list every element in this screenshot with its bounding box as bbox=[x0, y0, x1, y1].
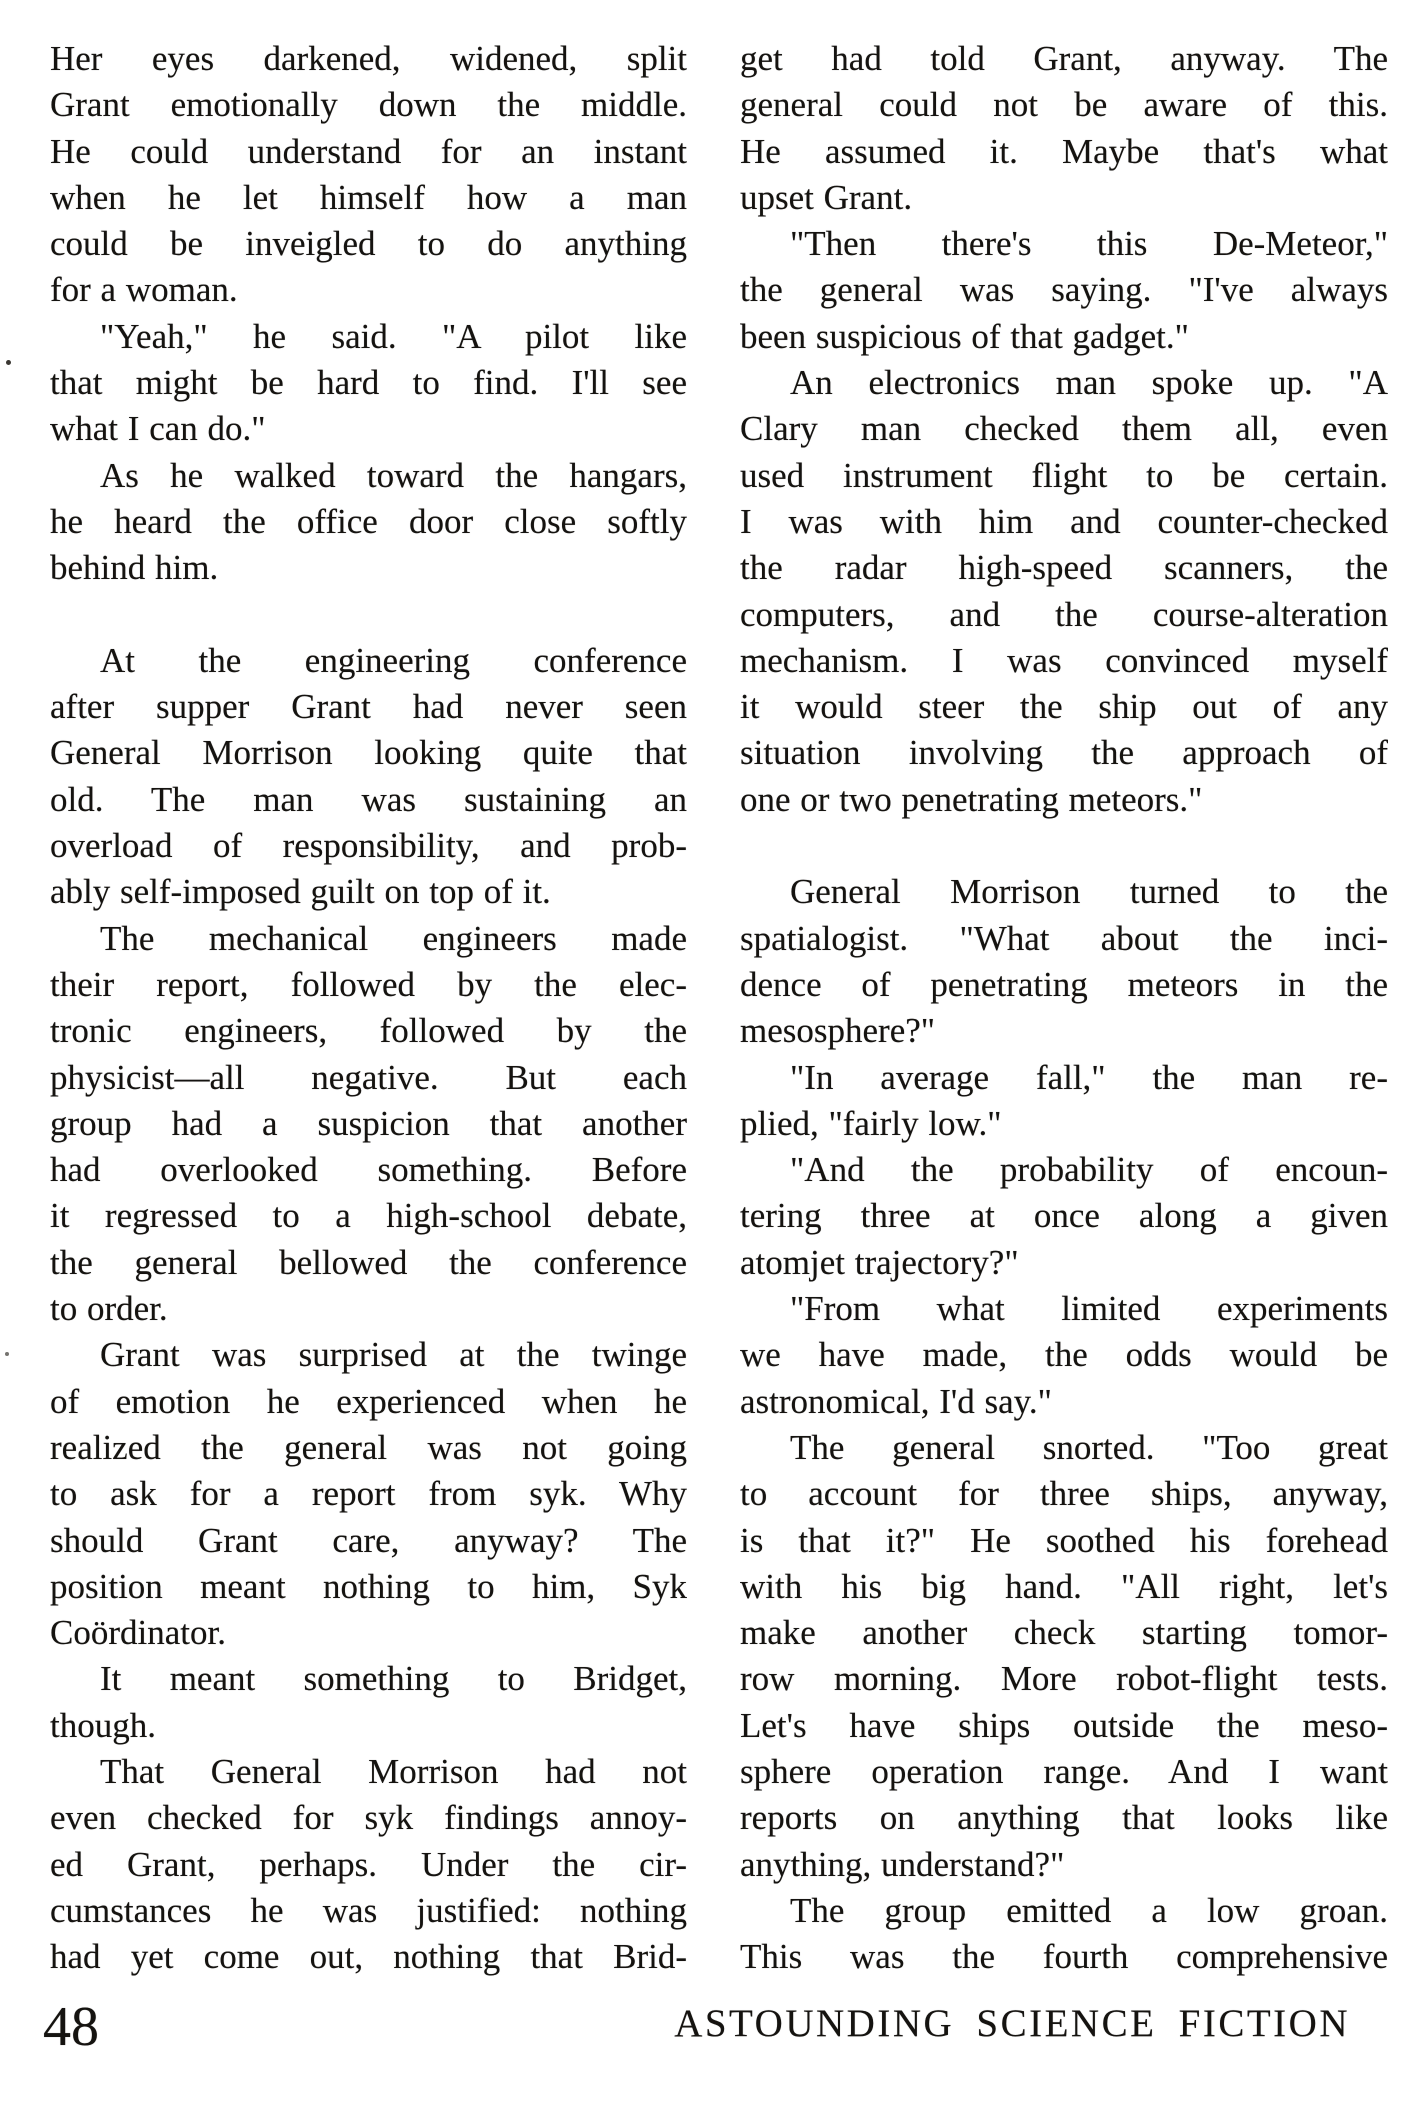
text-line: cumstances he was justified: nothing bbox=[50, 1890, 687, 1930]
text-line: their report, followed by the elec- bbox=[50, 964, 687, 1004]
text-line: had overlooked something. Before bbox=[50, 1150, 687, 1190]
text-line: sphere operation range. And I want bbox=[740, 1751, 1388, 1791]
blank-line bbox=[50, 592, 687, 638]
text-line: position meant nothing to him, Syk bbox=[50, 1566, 687, 1606]
text-line: that might be hard to find. I'll see bbox=[50, 363, 687, 403]
text-line: reports on anything that looks like bbox=[740, 1798, 1388, 1838]
text-line: "From what limited experiments bbox=[790, 1289, 1388, 1329]
text-line: physicist—all negative. But each bbox=[50, 1057, 687, 1097]
text-line: for a woman. bbox=[50, 270, 238, 310]
text-line: tronic engineers, followed by the bbox=[50, 1011, 687, 1051]
text-line: General Morrison looking quite that bbox=[50, 733, 687, 773]
text-line: Her eyes darkened, widened, split bbox=[50, 39, 687, 78]
right-text-column bbox=[740, 36, 1388, 1980]
text-line: Grant was surprised at the twinge bbox=[100, 1335, 687, 1375]
text-line: to order. bbox=[50, 1289, 168, 1329]
text-line: after supper Grant had never seen bbox=[50, 687, 687, 727]
text-line: he heard the office door close softly bbox=[50, 501, 687, 541]
text-line: the general bellowed the conference bbox=[50, 1242, 687, 1282]
page-number: 48 bbox=[43, 1996, 99, 2058]
blank-line bbox=[740, 823, 1388, 869]
text-line: At the engineering conference bbox=[100, 640, 687, 680]
text-line: one or two penetrating meteors." bbox=[740, 779, 1203, 819]
text-line: Let's have ships outside the meso- bbox=[740, 1705, 1388, 1745]
text-line: we have made, the odds would be bbox=[740, 1335, 1388, 1375]
text-line: The group emitted a low groan. bbox=[790, 1890, 1388, 1930]
text-line: Clary man checked them all, even bbox=[740, 409, 1388, 449]
text-line: ably self-imposed guilt on top of it. bbox=[50, 872, 551, 912]
text-line: to account for three ships, anyway, bbox=[740, 1474, 1388, 1514]
text-line: it would steer the ship out of any bbox=[740, 687, 1388, 727]
text-line: get had told Grant, anyway. The bbox=[740, 39, 1388, 78]
text-line: This was the fourth comprehensive bbox=[740, 1937, 1388, 1977]
text-line: plied, "fairly low." bbox=[740, 1103, 1002, 1143]
text-line: "Then there's this De-Meteor," bbox=[790, 224, 1388, 264]
text-line: An electronics man spoke up. "A bbox=[790, 363, 1388, 403]
text-line: "Yeah," he said. "A pilot like bbox=[100, 316, 687, 356]
text-line: upset Grant. bbox=[740, 177, 913, 217]
text-line: dence of penetrating meteors in the bbox=[740, 964, 1388, 1004]
text-line: the radar high-speed scanners, the bbox=[740, 548, 1388, 588]
text-line: behind him. bbox=[50, 548, 219, 588]
text-line: make another check starting tomor- bbox=[740, 1613, 1388, 1653]
text-line: He assumed it. Maybe that's what bbox=[740, 131, 1388, 171]
text-line: The mechanical engineers made bbox=[100, 918, 687, 958]
left-text-column bbox=[50, 36, 687, 1980]
text-line: with his big hand. "All right, let's bbox=[740, 1566, 1388, 1606]
text-line: ed Grant, perhaps. Under the cir- bbox=[50, 1844, 687, 1884]
text-line: astronomical, I'd say." bbox=[740, 1381, 1052, 1421]
text-line: I was with him and counter-checked bbox=[740, 501, 1388, 541]
text-line: mesosphere?" bbox=[740, 1011, 936, 1051]
text-line: general could not be aware of this. bbox=[740, 85, 1388, 125]
text-line: situation involving the approach of bbox=[740, 733, 1388, 773]
running-title: ASTOUNDING SCIENCE FICTION bbox=[674, 2002, 1350, 2045]
text-line: "And the probability of encoun- bbox=[790, 1150, 1388, 1190]
text-line: could be inveigled to do anything bbox=[50, 224, 687, 264]
text-line: what I can do." bbox=[50, 409, 266, 449]
text-line: He could understand for an instant bbox=[50, 131, 687, 171]
text-line: tering three at once along a given bbox=[740, 1196, 1388, 1236]
text-line: had yet come out, nothing that Brid- bbox=[50, 1937, 687, 1977]
text-line: realized the general was not going bbox=[50, 1427, 687, 1467]
text-line: the general was saying. "I've always bbox=[740, 270, 1388, 310]
text-line: old. The man was sustaining an bbox=[50, 779, 687, 819]
scan-speck bbox=[5, 1352, 9, 1356]
text-line: row morning. More robot-flight tests. bbox=[740, 1659, 1388, 1699]
text-line: Coördinator. bbox=[50, 1613, 226, 1653]
text-line: atomjet trajectory?" bbox=[740, 1242, 1019, 1282]
text-line: Grant emotionally down the middle. bbox=[50, 85, 687, 125]
text-line: when he let himself how a man bbox=[50, 177, 687, 217]
text-line: should Grant care, anyway? The bbox=[50, 1520, 687, 1560]
text-line: mechanism. I was convinced myself bbox=[740, 640, 1388, 680]
text-line: It meant something to Bridget, bbox=[100, 1659, 687, 1699]
text-line: "In average fall," the man re- bbox=[790, 1057, 1388, 1097]
text-line: anything, understand?" bbox=[740, 1844, 1065, 1884]
text-line: of emotion he experienced when he bbox=[50, 1381, 687, 1421]
text-line: As he walked toward the hangars, bbox=[100, 455, 687, 495]
text-line: That General Morrison had not bbox=[100, 1751, 687, 1791]
text-line: The general snorted. "Too great bbox=[790, 1427, 1388, 1467]
text-line: been suspicious of that gadget." bbox=[740, 316, 1189, 356]
text-line: group had a suspicion that another bbox=[50, 1103, 687, 1143]
scan-speck bbox=[6, 360, 11, 365]
text-line: overload of responsibility, and prob- bbox=[50, 826, 687, 866]
text-line: to ask for a report from syk. Why bbox=[50, 1474, 687, 1514]
text-line: spatialogist. "What about the inci- bbox=[740, 918, 1388, 958]
text-line: it regressed to a high-school debate, bbox=[50, 1196, 687, 1236]
text-line: even checked for syk findings annoy- bbox=[50, 1798, 687, 1838]
text-line: though. bbox=[50, 1705, 156, 1745]
text-line: computers, and the course-alteration bbox=[740, 594, 1388, 634]
text-line: used instrument flight to be certain. bbox=[740, 455, 1388, 495]
text-line: General Morrison turned to the bbox=[790, 872, 1388, 912]
text-line: is that it?" He soothed his forehead bbox=[740, 1520, 1388, 1560]
